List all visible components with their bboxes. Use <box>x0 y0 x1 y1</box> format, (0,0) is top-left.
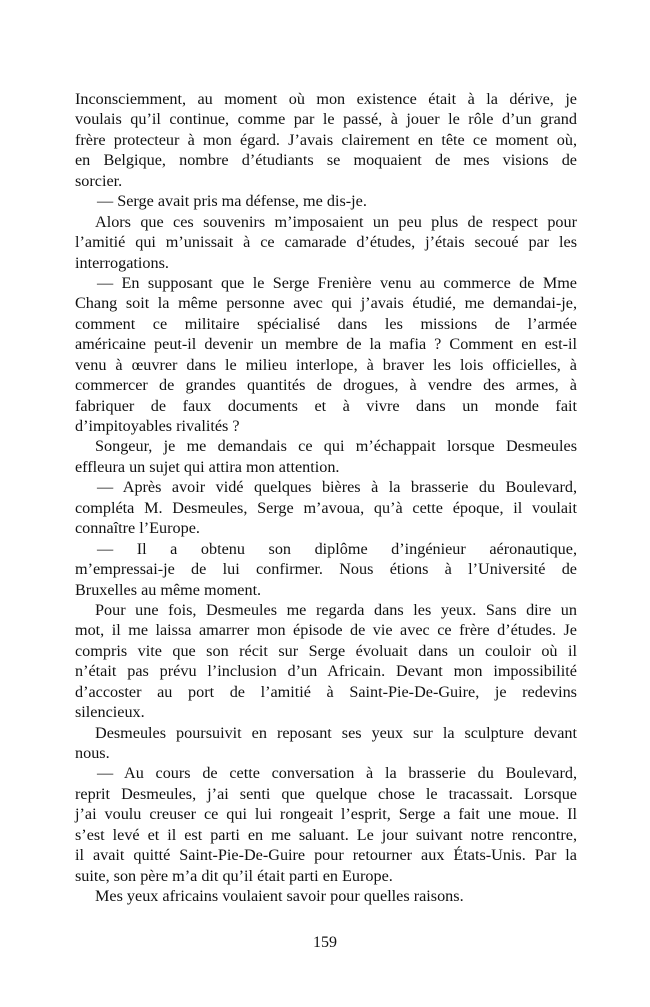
text-line: Inconsciemment, au moment où mon existence était à la dérive, je <box>75 90 577 108</box>
text-line: connaître l’Europe. <box>75 519 200 538</box>
paragraph <box>75 723 577 764</box>
text-line: — Après avoir vidé quelques bières à la brasserie du Boulevard, <box>97 478 577 497</box>
text-line: — Au cours de cette conversation à la brasserie du Boulevard, <box>97 764 577 783</box>
text-line: reprit Desmeules, j’ai senti que quelque chose le tracassait. Lorsque <box>75 784 577 803</box>
text-line: Pour une fois, Desmeules me regarda dans les yeux. Sans dire un <box>95 600 577 619</box>
text-line: suite, son père m’a dit qu’il était parti en Europe. <box>75 866 393 885</box>
text-line: mot, il me laissa amarrer mon épisode de vie avec ce frère d’études. Je <box>75 621 577 640</box>
text-line: en Belgique, nombre d’étudiants se moquaient de mes visions de <box>75 151 577 170</box>
paragraph <box>75 89 577 191</box>
text-line: Desmeules poursuivit en reposant ses yeux sur la sculpture devant <box>95 723 577 742</box>
text-line: Songeur, je me demandais ce qui m’échappait lorsque Desmeules <box>95 437 577 456</box>
text-line: venu à œuvrer dans le milieu interlope, à braver les lois officielles, à <box>75 355 577 374</box>
text-line: s’est levé et il est parti en me saluant. Le jour suivant notre rencontre, <box>75 825 577 844</box>
text-line: — En supposant que le Serge Frenière venu au commerce de Mme <box>97 273 577 292</box>
text-line: fabriquer de faux documents et à vivre dans un monde fait <box>75 396 577 415</box>
text-line: interrogations. <box>75 253 169 272</box>
text-line: américaine peut-il devenir un membre de la mafia ? Comment en est-il <box>75 335 577 354</box>
dialogue-paragraph <box>75 539 577 600</box>
text-line: l’amitié qui m’unissait à ce camarade d’études, j’étais secoué par les <box>75 233 577 252</box>
text-line: Chang soit la même personne avec qui j’avais étudié, me demandai-je, <box>75 294 577 313</box>
dialogue-paragraph <box>75 191 577 211</box>
paragraph <box>75 886 577 906</box>
text-line: commercer de grandes quantités de drogues, à vendre des armes, à <box>75 376 577 395</box>
text-line: d’accoster au port de l’amitié à Saint-Pie-De-Guire, je redevins <box>75 682 577 701</box>
paragraph <box>75 212 577 273</box>
text-line: j’ai voulu creuser ce qui lui rongeait l’esprit, Serge a fait une moue. Il <box>75 805 577 824</box>
text-line: Mes yeux africains voulaient savoir pour quelles raisons. <box>95 887 464 906</box>
text-line: d’impitoyables rivalités ? <box>75 417 240 435</box>
text-line: voulais qu’il continue, comme par le passé, à jouer le rôle d’un grand <box>75 110 577 129</box>
dialogue-paragraph <box>75 477 577 538</box>
text-line: Alors que ces souvenirs m’imposaient un peu plus de respect pour <box>95 212 577 231</box>
text-line: sorcier. <box>75 171 123 190</box>
dialogue-paragraph <box>75 763 577 886</box>
text-line: silencieux. <box>75 703 145 722</box>
text-line: comment ce militaire spécialisé dans les missions de l’armée <box>75 314 577 333</box>
paragraph <box>75 436 577 477</box>
text-line: n’était pas prévu l’inclusion d’un Africain. Devant mon impossibilité <box>75 662 577 681</box>
text-line: effleura un sujet qui attira mon attention. <box>75 457 340 476</box>
paragraph <box>75 600 577 723</box>
text-line: compléta M. Desmeules, Serge m’avoua, qu’à cette époque, il voulait <box>75 498 577 517</box>
text-line: compris vite que son récit sur Serge évoluait dans un couloir où il <box>75 641 577 660</box>
text-line: il avait quitté Saint-Pie-De-Guire pour retourner aux États-Unis. Par la <box>75 846 577 865</box>
text-line: frère protecteur à mon égard. J’avais clairement en tête ce moment où, <box>75 130 577 149</box>
page-number: 159 <box>313 934 337 951</box>
text-line: Bruxelles au même moment. <box>75 580 262 599</box>
dialogue-paragraph <box>75 273 577 437</box>
text-line: — Il a obtenu son diplôme d’ingénieur aéronautique, <box>97 539 577 558</box>
text-line: m’empressai-je de lui confirmer. Nous étions à l’Université de <box>75 560 577 579</box>
body-text <box>75 89 577 907</box>
text-line: — Serge avait pris ma défense, me dis-je. <box>97 192 367 211</box>
text-line: nous. <box>75 744 110 762</box>
